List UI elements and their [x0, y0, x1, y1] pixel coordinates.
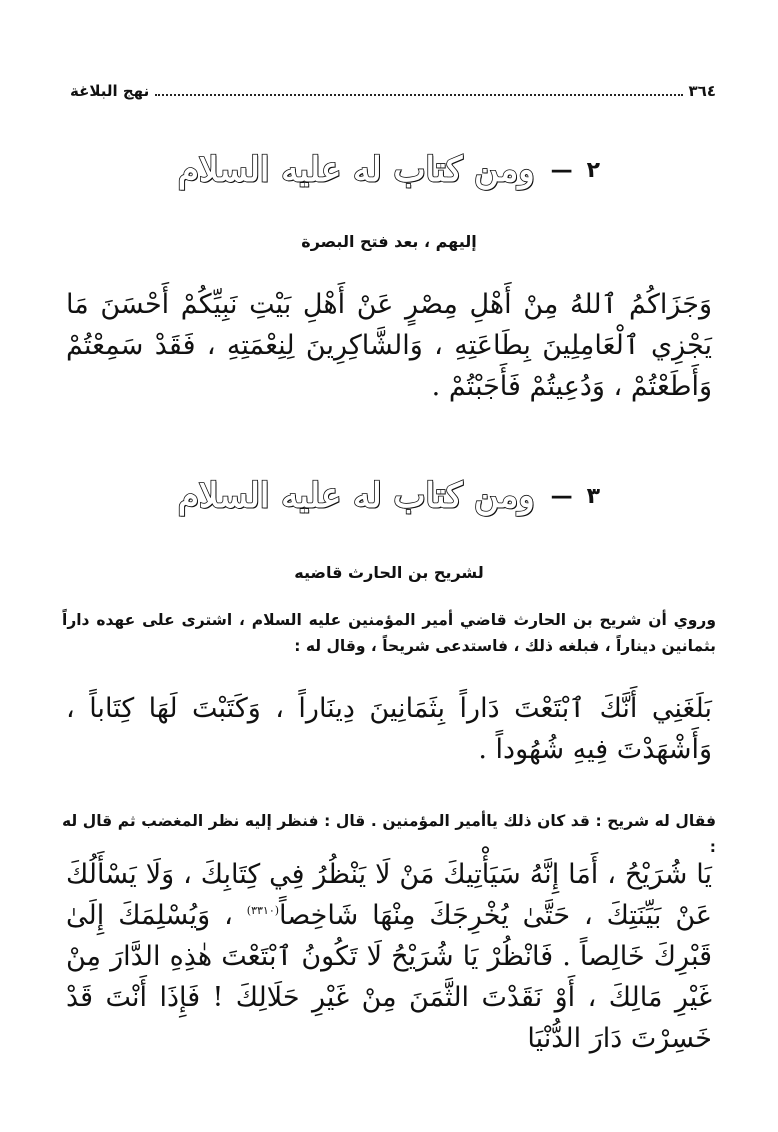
narrative-text: وروي أن شريح بن الحارث قاضي أمير المؤمنين عليه السلام ، اشترى على عهده داراً بثمانين ديناراً ، فبلغه ذلك ، فاستدعى شريحاً ، وقال له :	[62, 611, 716, 655]
narrative-text: فقال له شريح : قد كان ذلك ياأمير المؤمنين . قال : فنظر إليه نظر المغضب ثم قال له :	[62, 812, 716, 856]
quote-text-part: ، وَيُسْلِمَكَ إِلَىٰ قَبْرِكَ خَالِصاً . فَانْظُرْ يَا شُرَيْحُ لَا تَكُونُ ٱبْتَعْتَ هٰذِهِ الدَّارَ مِنْ غَيْرِ مَالِكَ ، أَوْ نَقَدْتَ الثَّمَنَ مِنْ غَيْرِ حَلَالِكَ ! فَإِذَا أَنْتَ قَدْ خَسِرْتَ دَارَ الدُّنْيَا	[66, 900, 712, 1054]
section-number: ٢	[586, 157, 601, 183]
footnote-reference[interactable]: (٣٣١٠)	[246, 904, 280, 917]
section-dash: —	[550, 157, 573, 183]
dotted-leader	[155, 94, 682, 96]
calligraphic-heading: ومن كتاب له عليه السلام	[177, 476, 535, 516]
calligraphic-heading: ومن كتاب له عليه السلام	[177, 150, 535, 190]
section-subheading: لشريح بن الحارث قاضيه	[294, 563, 484, 582]
quote-text-part: يَا شُرَيْحُ ، أَمَا إِنَّهُ سَيَأْتِيكَ مَنْ لَا يَنْظُرُ فِي كِتَابِكَ ، وَلَا يَسْأَلُكَ عَنْ بَيِّنَتِكَ ، حَتَّىٰ يُخْرِجَكَ مِنْهَا شَاخِصاً	[66, 859, 712, 931]
section-heading-2	[0, 150, 778, 190]
section-number: ٣	[586, 483, 601, 509]
page-number: ٣٦٤	[688, 82, 716, 100]
quote-text	[66, 854, 712, 1059]
section-heading-3	[0, 476, 778, 516]
book-title: نهج البلاغة	[70, 82, 150, 100]
quote-text: وَجَزَاكُمُ ٱللهُ مِنْ أَهْلِ مِصْرٍ عَنْ أَهْلِ بَيْتِ نَبِيِّكُمْ أَحْسَنَ مَا يَجْزِي ٱلْعَامِلِينَ بِطَاعَتِهِ ، وَالشَّاكِرِينَ لِنِعْمَتِهِ ، فَقَدْ سَمِعْتُمْ وَأَطَعْتُمْ ، وَدُعِيتُمْ فَأَجَبْتُمْ .	[66, 289, 712, 402]
quote-text: بَلَغَنِي أَنَّكَ ٱبْتَعْتَ دَاراً بِثَمَانِينَ دِينَاراً ، وَكَتَبْتَ لَهَا كِتَاباً ، وَأَشْهَدْتَ فِيهِ شُهُوداً .	[66, 693, 712, 765]
section-dash: —	[550, 483, 573, 509]
section-subheading: إليهم ، بعد فتح البصرة	[301, 232, 477, 251]
running-header	[70, 78, 716, 104]
